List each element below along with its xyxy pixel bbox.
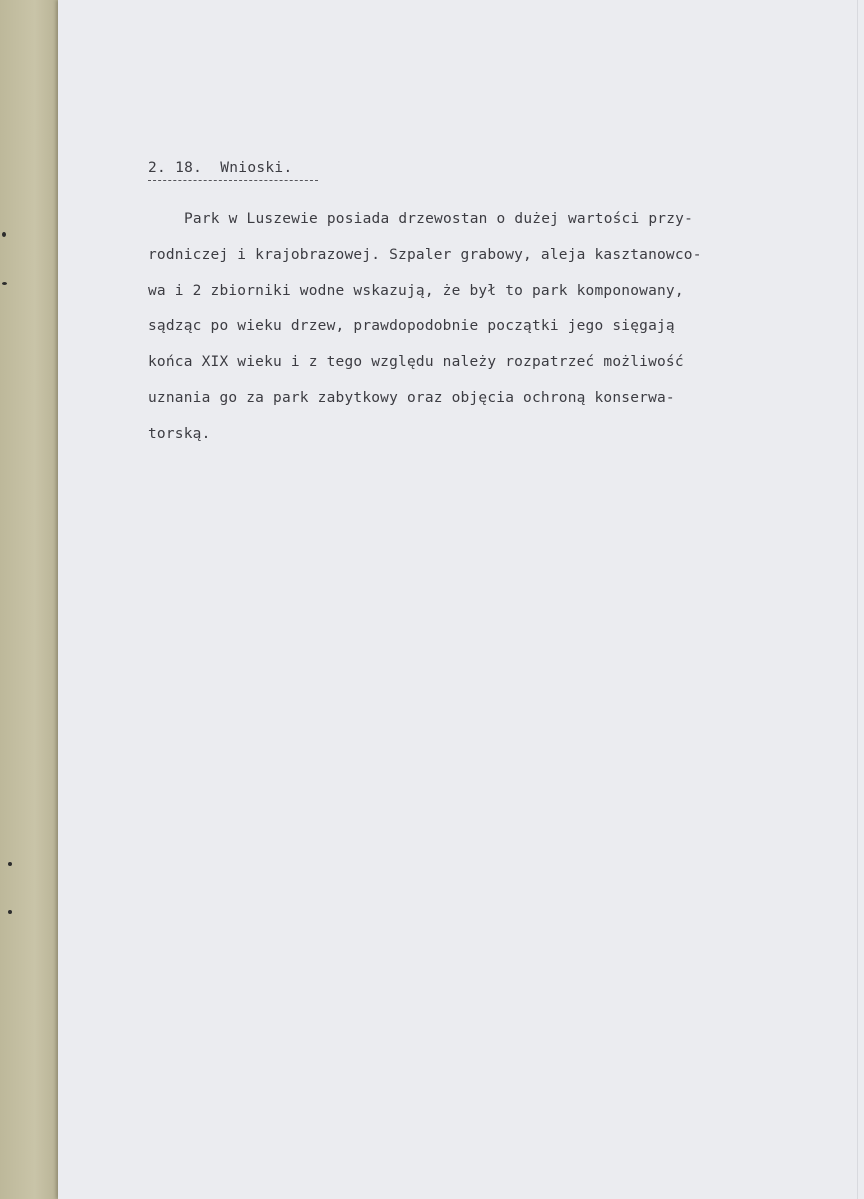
paragraph-line: rodniczej i krajobrazowej. Szpaler grabowy, aleja kasztanowco- [148, 246, 702, 263]
paragraph-line: sądząc po wieku drzew, prawdopodobnie początki jego sięgają [148, 318, 675, 335]
paragraph-line: wa i 2 zbiorniki wodne wskazują, że był to park komponowany, [148, 282, 684, 299]
paragraph-line: torską. [148, 425, 211, 442]
heading-underline [148, 180, 318, 181]
margin-speck [8, 862, 12, 866]
page-edge [857, 0, 858, 1199]
margin-speck [8, 910, 12, 914]
margin-speck [2, 232, 6, 237]
section-heading: 2. 18. Wnioski. [148, 160, 293, 176]
conclusions-paragraph [148, 202, 818, 453]
paragraph-line: końca XIX wieku i z tego względu należy rozpatrzeć możliwość [148, 354, 684, 371]
margin-speck [2, 282, 7, 285]
paragraph-line: Park w Luszewie posiada drzewostan o dużej wartości przy- [184, 211, 693, 227]
backing-board [0, 0, 58, 1199]
paragraph-line: uznania go za park zabytkowy oraz objęcia ochroną konserwa- [148, 389, 675, 406]
